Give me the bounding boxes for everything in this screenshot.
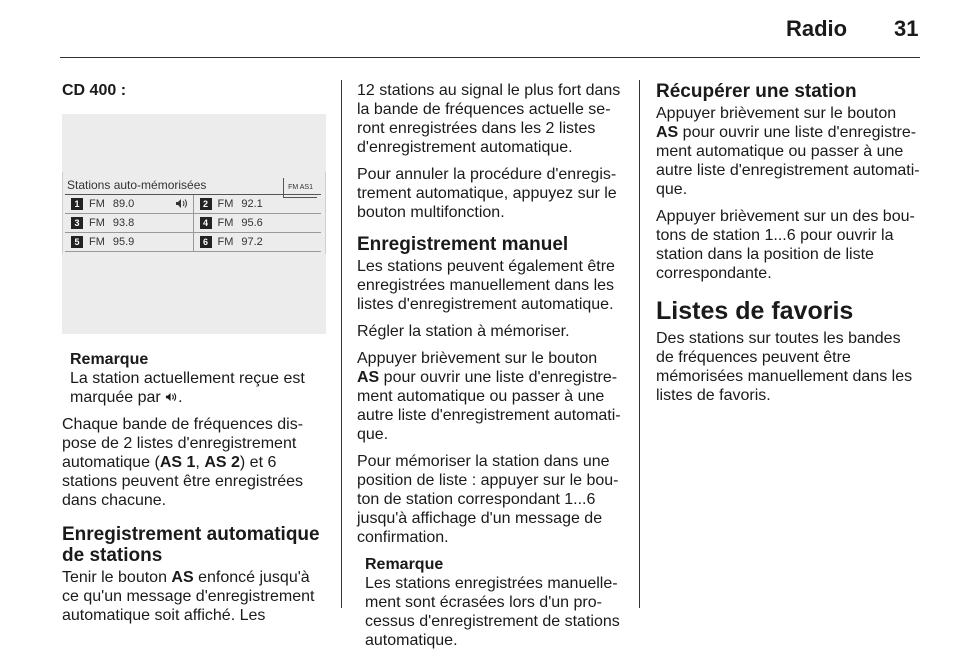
paragraph xyxy=(62,568,326,625)
preset-frequency: 89.0 xyxy=(112,197,135,210)
key-as1: AS 1 xyxy=(159,454,196,471)
page-number: 31 xyxy=(894,16,919,41)
key-as: AS xyxy=(357,369,380,386)
preset-4 xyxy=(194,214,322,232)
preset-5 xyxy=(65,233,194,251)
paragraph xyxy=(656,104,922,199)
note-current-station xyxy=(62,350,326,407)
heading-recall-station: Récupérer une station xyxy=(656,81,857,102)
preset-number: 5 xyxy=(71,236,83,248)
preset-number: 1 xyxy=(71,198,83,210)
paragraph: Régler la station à mémoriser. xyxy=(357,323,570,340)
preset-band: FM xyxy=(89,216,105,229)
preset-number: 3 xyxy=(71,217,83,229)
column-2 xyxy=(357,81,623,658)
header-rule xyxy=(60,57,920,58)
preset-frequency: 97.2 xyxy=(241,235,263,248)
note-end: . xyxy=(178,389,183,406)
text: Appuyer brièvement sur le bouton xyxy=(357,350,598,367)
preset-band: FM xyxy=(217,197,234,210)
preset-2 xyxy=(194,195,322,213)
note-title: Remarque xyxy=(70,351,149,368)
note-body: La station actuellement reçue est marquée par xyxy=(70,370,305,406)
preset-6 xyxy=(194,233,322,251)
column-3 xyxy=(656,81,922,413)
paragraph xyxy=(357,349,623,444)
paragraph: Pour mémoriser la station dans une position de liste : appuyer sur le bouton de station correspondant 1...6 jusqu'à affichage d'un message de confirmation. xyxy=(357,453,619,546)
preset-frequency: 93.8 xyxy=(112,216,135,229)
heading-manual-store: Enregistrement manuel xyxy=(357,234,569,255)
text: , xyxy=(195,454,205,471)
preset-band: FM xyxy=(217,216,234,229)
speaker-icon xyxy=(165,391,178,403)
heading-favourites: Listes de favoris xyxy=(656,297,854,325)
text: Tenir le bouton xyxy=(62,569,172,586)
note-text xyxy=(70,369,326,407)
key-as2: AS 2 xyxy=(204,454,240,471)
note-text: Les stations enregistrées manuellement sont écrasées lors d'un processus d'enregistrement de stations automatique. xyxy=(365,575,620,649)
preset-number: 4 xyxy=(200,217,212,229)
display-panel xyxy=(62,172,326,254)
section-title: Radio xyxy=(786,16,848,41)
text: pour ouvrir une liste d'enregistrement automatique ou passer à une autre liste d'enregistrement automatique. xyxy=(656,124,920,198)
paragraph: Des stations sur toutes les bandes de fréquences peuvent être mémorisées manuellement dans les listes de favoris. xyxy=(656,330,913,404)
model-label: CD 400 : xyxy=(62,82,127,99)
paragraph: Appuyer brièvement sur un des boutons de station 1...6 pour ouvrir la station dans la position de liste correspondante. xyxy=(656,208,915,282)
display-title: Stations auto-mémorisées xyxy=(67,178,207,192)
text: Appuyer brièvement sur le bouton xyxy=(656,105,897,122)
preset-row xyxy=(65,214,321,233)
paragraph xyxy=(62,415,326,510)
preset-1 xyxy=(65,195,194,213)
text: Chaque bande de fréquences dispose de 2 listes d'enregistrement automatique ( xyxy=(62,416,304,471)
preset-band: FM xyxy=(217,235,234,248)
display-tag: FM AS1 xyxy=(283,178,317,198)
note-overwrite xyxy=(357,555,623,650)
paragraph: 12 stations au signal le plus fort dans la bande de fréquences actuelle seront enregistrées dans les 2 listes d'enregistrement automatique. xyxy=(357,82,621,156)
heading-auto-store: Enregistrement automatique de stations xyxy=(62,524,320,566)
preset-band: FM xyxy=(89,235,105,248)
note-title: Remarque xyxy=(365,556,444,573)
text: pour ouvrir une liste d'enregistrement automatique ou passer à une autre liste d'enregistrement automatique. xyxy=(357,369,621,443)
text: enfoncé jusqu'à ce qu'un message d'enregistrement automatique soit affiché. Les xyxy=(62,569,315,624)
preset-number: 2 xyxy=(200,198,212,210)
column-divider xyxy=(639,80,640,608)
preset-row xyxy=(65,195,321,214)
display-illustration xyxy=(62,114,326,334)
preset-frequency: 95.9 xyxy=(112,235,135,248)
paragraph: Les stations peuvent également être enregistrées manuellement dans les listes d'enregistrement automatique. xyxy=(357,258,615,313)
preset-frequency: 95.6 xyxy=(241,216,263,229)
preset-number: 6 xyxy=(200,236,212,248)
preset-frequency: 92.1 xyxy=(241,197,263,210)
preset-band: FM xyxy=(89,197,105,210)
paragraph: Pour annuler la procédure d'enregistrement automatique, appuyez sur le bouton multifonction. xyxy=(357,166,617,221)
key-as: AS xyxy=(171,569,194,586)
preset-3 xyxy=(65,214,194,232)
column-1 xyxy=(62,81,326,633)
preset-row xyxy=(65,233,321,252)
key-as: AS xyxy=(656,124,679,141)
speaker-icon xyxy=(175,198,189,209)
text: ) et 6 stations peuvent être enregistrées dans chacune. xyxy=(62,454,304,509)
preset-grid xyxy=(65,194,321,252)
column-divider xyxy=(341,80,342,608)
